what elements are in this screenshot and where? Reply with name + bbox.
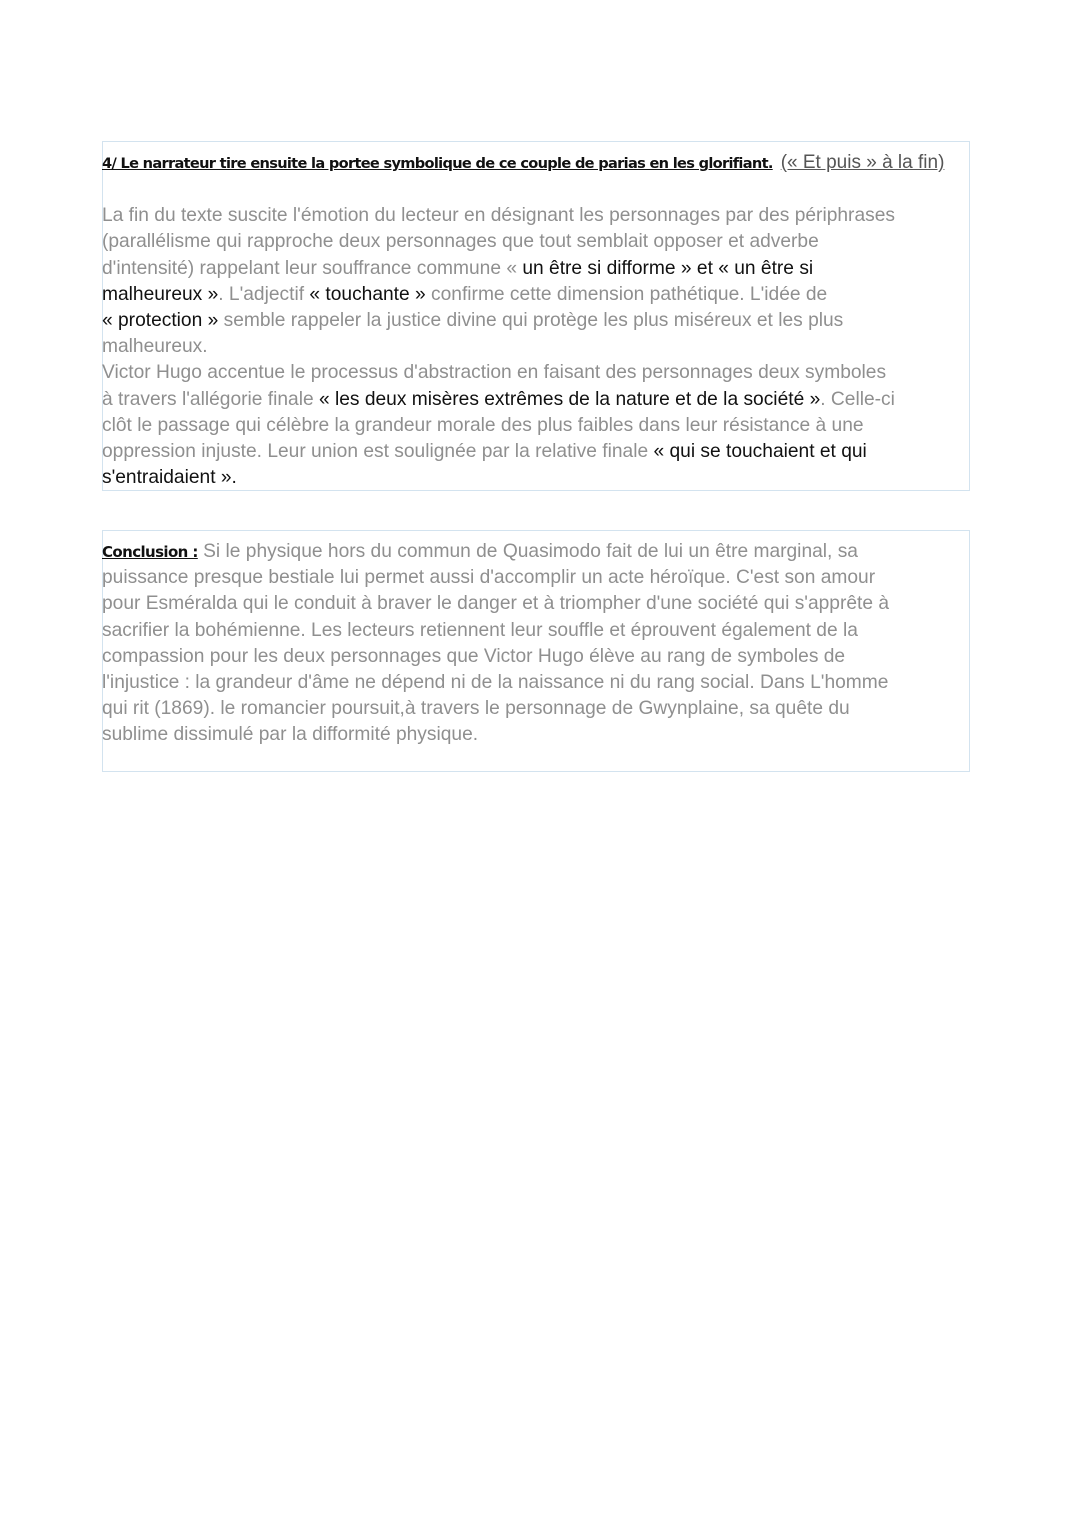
section-4-box xyxy=(102,141,970,491)
quote-span: « qui se touchaient et qui xyxy=(653,441,867,463)
quote-span: malheureux » xyxy=(102,283,219,305)
text-span: à travers l'allégorie finale xyxy=(102,388,319,410)
text-line: (parallélisme qui rapproche deux personnages que tout semblait opposer et adverbe xyxy=(102,231,819,253)
text-span: semble rappeler la justice divine qui protège les plus miséreux et les plus xyxy=(218,310,844,332)
text-line: sublime dissimulé par la difformité physique. xyxy=(102,724,479,746)
text-span: d'intensité) rappelant leur souffrance commune « xyxy=(102,257,523,279)
text-line xyxy=(102,282,969,308)
text-line: l'injustice : la grandeur d'âme ne dépend ni de la naissance ni du rang social. Dans L'homme xyxy=(102,672,889,694)
text-line: clôt le passage qui célèbre la grandeur morale des plus faibles dans leur résistance à une xyxy=(102,414,864,436)
section-4-heading-note: (« Et puis » à la fin) xyxy=(780,152,945,173)
text-line: Victor Hugo accentue le processus d'abstraction en faisant des personnages deux symboles xyxy=(102,362,887,384)
conclusion-box xyxy=(102,530,970,772)
text-line xyxy=(102,539,969,565)
quote-span: un être si difforme » et « un être si xyxy=(522,257,814,279)
text-line xyxy=(102,308,969,334)
text-line: compassion pour les deux personnages que Victor Hugo élève au rang de symboles de xyxy=(102,645,846,667)
text-line: pour Esméralda qui le conduit à braver le danger et à triompher d'une société qui s'apprête à xyxy=(102,593,890,615)
quote-span: « protection » xyxy=(102,310,219,332)
text-line: s'entraidaient ». xyxy=(102,467,237,489)
conclusion-label: Conclusion : xyxy=(102,543,198,561)
text-span: oppression injuste. Leur union est soulignée par la relative finale xyxy=(102,441,654,463)
text-line xyxy=(102,256,969,282)
section-4-heading: 4/ Le narrateur tire ensuite la portee symbolique de ce couple de parias en les glorifiant. xyxy=(102,155,773,172)
text-span: Si le physique hors du commun de Quasimodo fait de lui un être marginal, sa xyxy=(197,541,858,562)
text-line xyxy=(102,387,969,413)
quote-span: « touchante » xyxy=(309,283,426,305)
section-4-paragraph-2 xyxy=(102,360,969,491)
section-4-paragraph-1 xyxy=(102,203,969,360)
text-line: puissance presque bestiale lui permet aussi d'accomplir un acte héroïque. C'est son amour xyxy=(102,567,876,589)
conclusion-paragraph xyxy=(102,539,969,749)
text-line xyxy=(102,439,969,465)
quote-span: « les deux misères extrêmes de la nature et de la société » xyxy=(318,388,821,410)
text-span: confirme cette dimension pathétique. L'idée de xyxy=(425,283,828,305)
text-line: La fin du texte suscite l'émotion du lecteur en désignant les personnages par des périphrases xyxy=(102,205,895,227)
text-line: malheureux. xyxy=(102,336,208,358)
text-line: sacrifier la bohémienne. Les lecteurs retiennent leur souffle et éprouvent également de la xyxy=(102,619,858,641)
text-span: . Celle-ci xyxy=(820,388,895,410)
section-4-heading-line xyxy=(102,150,969,177)
text-span: . L'adjectif xyxy=(218,283,310,305)
text-line: qui rit (1869). le romancier poursuit,à travers le personnage de Gwynplaine, sa quête du xyxy=(102,698,850,720)
